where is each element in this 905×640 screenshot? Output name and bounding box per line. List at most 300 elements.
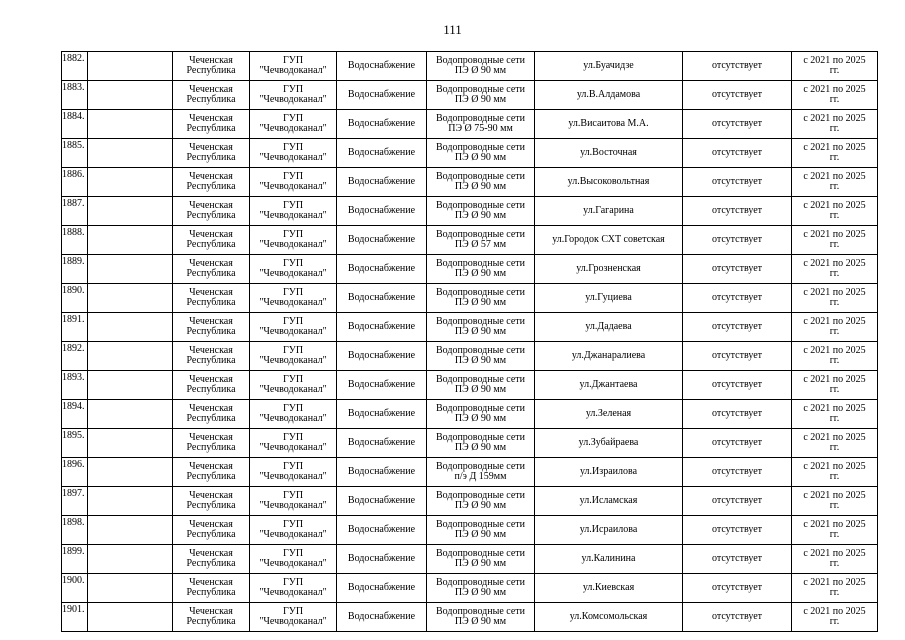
street-cell: ул.Восточная [535, 139, 683, 168]
status-cell: отсутствует [683, 429, 792, 458]
row-number: 1884. [62, 110, 88, 139]
region-cell [173, 516, 250, 545]
period-line: гг. [829, 384, 840, 395]
object-line: Водопроводные сети [435, 490, 525, 501]
region-cell [173, 313, 250, 342]
object-cell [427, 429, 535, 458]
period-cell [792, 168, 878, 197]
organization-cell [250, 342, 337, 371]
period-cell [792, 81, 878, 110]
region-line: Республика [186, 297, 236, 308]
period-line: с 2021 по 2025 [803, 142, 866, 153]
region-line: Республика [186, 355, 236, 366]
organization-cell [250, 516, 337, 545]
period-line: гг. [829, 558, 840, 569]
region-line: Чеченская [189, 548, 233, 559]
period-line: гг. [829, 152, 840, 163]
row-number: 1889. [62, 255, 88, 284]
object-line: ПЭ Ø 90 мм [454, 297, 507, 308]
object-line: Водопроводные сети [435, 200, 525, 211]
object-cell [427, 255, 535, 284]
period-line: гг. [829, 326, 840, 337]
table-row [62, 168, 878, 197]
object-line: Водопроводные сети [435, 55, 525, 66]
object-line: ПЭ Ø 90 мм [454, 355, 507, 366]
empty-cell [88, 52, 173, 81]
organization-line: ГУП [282, 461, 304, 472]
table-row [62, 574, 878, 603]
object-cell [427, 139, 535, 168]
period-cell [792, 255, 878, 284]
region-line: Республика [186, 500, 236, 511]
region-line: Чеченская [189, 287, 233, 298]
organization-line: "Чечводоканал" [259, 326, 327, 337]
period-cell [792, 400, 878, 429]
period-line: гг. [829, 500, 840, 511]
empty-cell [88, 487, 173, 516]
row-number: 1895. [62, 429, 88, 458]
row-number: 1899. [62, 545, 88, 574]
organization-line: "Чечводоканал" [259, 123, 327, 134]
period-line: с 2021 по 2025 [803, 287, 866, 298]
object-line: Водопроводные сети [435, 577, 525, 588]
object-line: ПЭ Ø 90 мм [454, 65, 507, 76]
organization-cell [250, 487, 337, 516]
table-row [62, 371, 878, 400]
organization-line: "Чечводоканал" [259, 268, 327, 279]
region-cell [173, 458, 250, 487]
table-row [62, 226, 878, 255]
organization-line: ГУП [282, 345, 304, 356]
object-line: ПЭ Ø 90 мм [454, 181, 507, 192]
row-number: 1886. [62, 168, 88, 197]
region-cell [173, 226, 250, 255]
street-cell: ул.Джантаева [535, 371, 683, 400]
status-cell: отсутствует [683, 516, 792, 545]
organization-line: "Чечводоканал" [259, 65, 327, 76]
street-cell: ул.Гагарина [535, 197, 683, 226]
row-number: 1894. [62, 400, 88, 429]
period-line: гг. [829, 94, 840, 105]
street-cell: ул.Буачидзе [535, 52, 683, 81]
organization-line: ГУП [282, 84, 304, 95]
status-cell: отсутствует [683, 400, 792, 429]
object-cell [427, 516, 535, 545]
period-cell [792, 545, 878, 574]
period-line: гг. [829, 616, 840, 627]
region-line: Чеченская [189, 374, 233, 385]
organization-line: "Чечводоканал" [259, 210, 327, 221]
street-cell: ул.Зубайраева [535, 429, 683, 458]
period-line: с 2021 по 2025 [803, 606, 866, 617]
organization-cell [250, 545, 337, 574]
object-cell [427, 371, 535, 400]
empty-cell [88, 574, 173, 603]
service-type-cell: Водоснабжение [337, 197, 427, 226]
organization-line: ГУП [282, 200, 304, 211]
region-line: Республика [186, 210, 236, 221]
row-number: 1898. [62, 516, 88, 545]
service-type-cell: Водоснабжение [337, 371, 427, 400]
row-number: 1893. [62, 371, 88, 400]
object-line: ПЭ Ø 90 мм [454, 558, 507, 569]
organization-line: "Чечводоканал" [259, 587, 327, 598]
object-line: ПЭ Ø 57 мм [454, 239, 507, 250]
period-line: гг. [829, 268, 840, 279]
region-cell [173, 342, 250, 371]
service-type-cell: Водоснабжение [337, 255, 427, 284]
organization-line: "Чечводоканал" [259, 529, 327, 540]
street-cell: ул.Джанаралиева [535, 342, 683, 371]
service-type-cell: Водоснабжение [337, 110, 427, 139]
organization-line: ГУП [282, 548, 304, 559]
service-type-cell: Водоснабжение [337, 429, 427, 458]
table-row [62, 52, 878, 81]
status-cell: отсутствует [683, 342, 792, 371]
empty-cell [88, 197, 173, 226]
organization-line: ГУП [282, 55, 304, 66]
status-cell: отсутствует [683, 603, 792, 632]
period-line: гг. [829, 123, 840, 134]
object-cell [427, 400, 535, 429]
empty-cell [88, 110, 173, 139]
object-cell [427, 168, 535, 197]
organization-line: "Чечводоканал" [259, 297, 327, 308]
organization-line: "Чечводоканал" [259, 94, 327, 105]
object-line: ПЭ Ø 90 мм [454, 413, 507, 424]
period-line: с 2021 по 2025 [803, 113, 866, 124]
organization-cell [250, 429, 337, 458]
object-line: ПЭ Ø 90 мм [454, 442, 507, 453]
region-line: Республика [186, 529, 236, 540]
region-line: Чеченская [189, 403, 233, 414]
period-cell [792, 197, 878, 226]
region-line: Чеченская [189, 142, 233, 153]
period-line: с 2021 по 2025 [803, 374, 866, 385]
region-cell [173, 545, 250, 574]
period-line: гг. [829, 442, 840, 453]
status-cell: отсутствует [683, 313, 792, 342]
object-cell [427, 81, 535, 110]
empty-cell [88, 255, 173, 284]
service-type-cell: Водоснабжение [337, 342, 427, 371]
organization-cell [250, 52, 337, 81]
object-cell [427, 284, 535, 313]
region-line: Чеченская [189, 229, 233, 240]
empty-cell [88, 313, 173, 342]
region-cell [173, 168, 250, 197]
period-cell [792, 574, 878, 603]
region-line: Республика [186, 326, 236, 337]
object-line: ПЭ Ø 90 мм [454, 616, 507, 627]
region-line: Республика [186, 65, 236, 76]
status-cell: отсутствует [683, 81, 792, 110]
object-line: Водопроводные сети [435, 142, 525, 153]
period-cell [792, 110, 878, 139]
object-line: ПЭ Ø 75-90 мм [448, 123, 513, 134]
service-type-cell: Водоснабжение [337, 226, 427, 255]
service-type-cell: Водоснабжение [337, 574, 427, 603]
object-line: Водопроводные сети [435, 606, 525, 617]
organization-line: "Чечводоканал" [259, 239, 327, 250]
status-cell: отсутствует [683, 574, 792, 603]
table-row [62, 342, 878, 371]
period-line: гг. [829, 529, 840, 540]
period-line: гг. [829, 413, 840, 424]
period-line: с 2021 по 2025 [803, 171, 866, 182]
street-cell: ул.В.Алдамова [535, 81, 683, 110]
street-cell: ул.Дадаева [535, 313, 683, 342]
object-line: Водопроводные сети [435, 432, 525, 443]
object-line: Водопроводные сети [435, 403, 525, 414]
period-line: гг. [829, 297, 840, 308]
region-line: Чеченская [189, 84, 233, 95]
region-line: Республика [186, 471, 236, 482]
period-line: с 2021 по 2025 [803, 403, 866, 414]
object-line: п/э Д 159мм [454, 471, 507, 482]
street-cell: ул.Грозненская [535, 255, 683, 284]
period-cell [792, 284, 878, 313]
organization-line: "Чечводоканал" [259, 152, 327, 163]
organization-line: "Чечводоканал" [259, 500, 327, 511]
object-cell [427, 313, 535, 342]
region-line: Республика [186, 268, 236, 279]
period-cell [792, 603, 878, 632]
period-line: с 2021 по 2025 [803, 229, 866, 240]
status-cell: отсутствует [683, 545, 792, 574]
object-cell [427, 226, 535, 255]
object-cell [427, 603, 535, 632]
empty-cell [88, 429, 173, 458]
region-line: Республика [186, 558, 236, 569]
period-cell [792, 139, 878, 168]
period-line: гг. [829, 471, 840, 482]
region-cell [173, 429, 250, 458]
region-line: Республика [186, 616, 236, 627]
region-line: Чеченская [189, 577, 233, 588]
service-type-cell: Водоснабжение [337, 458, 427, 487]
organization-line: ГУП [282, 113, 304, 124]
organization-cell [250, 139, 337, 168]
row-number: 1901. [62, 603, 88, 632]
organization-cell [250, 458, 337, 487]
object-cell [427, 487, 535, 516]
region-cell [173, 197, 250, 226]
object-cell [427, 197, 535, 226]
object-line: Водопроводные сети [435, 229, 525, 240]
service-type-cell: Водоснабжение [337, 81, 427, 110]
object-line: Водопроводные сети [435, 84, 525, 95]
object-line: ПЭ Ø 90 мм [454, 94, 507, 105]
row-number: 1887. [62, 197, 88, 226]
service-type-cell: Водоснабжение [337, 52, 427, 81]
service-type-cell: Водоснабжение [337, 284, 427, 313]
region-line: Чеченская [189, 345, 233, 356]
period-line: гг. [829, 355, 840, 366]
period-line: гг. [829, 587, 840, 598]
period-line: гг. [829, 65, 840, 76]
organization-line: ГУП [282, 374, 304, 385]
period-line: с 2021 по 2025 [803, 490, 866, 501]
region-line: Чеченская [189, 461, 233, 472]
row-number: 1888. [62, 226, 88, 255]
empty-cell [88, 226, 173, 255]
period-line: гг. [829, 239, 840, 250]
region-line: Чеченская [189, 171, 233, 182]
service-type-cell: Водоснабжение [337, 516, 427, 545]
period-line: с 2021 по 2025 [803, 345, 866, 356]
region-line: Чеченская [189, 113, 233, 124]
region-cell [173, 284, 250, 313]
organization-cell [250, 168, 337, 197]
period-line: с 2021 по 2025 [803, 548, 866, 559]
empty-cell [88, 516, 173, 545]
street-cell: ул.Киевская [535, 574, 683, 603]
region-cell [173, 255, 250, 284]
street-cell: ул.Городок СХТ советская [535, 226, 683, 255]
row-number: 1885. [62, 139, 88, 168]
status-cell: отсутствует [683, 487, 792, 516]
period-cell [792, 429, 878, 458]
region-line: Чеченская [189, 200, 233, 211]
table-row [62, 81, 878, 110]
region-cell [173, 139, 250, 168]
region-cell [173, 52, 250, 81]
organization-line: "Чечводоканал" [259, 471, 327, 482]
organization-line: ГУП [282, 316, 304, 327]
status-cell: отсутствует [683, 226, 792, 255]
region-line: Республика [186, 94, 236, 105]
object-line: ПЭ Ø 90 мм [454, 500, 507, 511]
region-line: Республика [186, 442, 236, 453]
service-type-cell: Водоснабжение [337, 487, 427, 516]
row-number: 1897. [62, 487, 88, 516]
object-line: ПЭ Ø 90 мм [454, 326, 507, 337]
row-number: 1891. [62, 313, 88, 342]
table-row [62, 110, 878, 139]
street-cell: ул.Исламская [535, 487, 683, 516]
object-line: ПЭ Ø 90 мм [454, 384, 507, 395]
row-number: 1900. [62, 574, 88, 603]
region-line: Чеченская [189, 606, 233, 617]
empty-cell [88, 603, 173, 632]
period-line: гг. [829, 181, 840, 192]
object-line: Водопроводные сети [435, 287, 525, 298]
object-line: Водопроводные сети [435, 316, 525, 327]
region-line: Республика [186, 413, 236, 424]
empty-cell [88, 139, 173, 168]
region-cell [173, 400, 250, 429]
empty-cell [88, 81, 173, 110]
region-line: Чеченская [189, 432, 233, 443]
region-line: Республика [186, 239, 236, 250]
region-line: Республика [186, 181, 236, 192]
region-line: Чеченская [189, 55, 233, 66]
organization-cell [250, 110, 337, 139]
organization-cell [250, 574, 337, 603]
object-line: Водопроводные сети [435, 548, 525, 559]
organization-cell [250, 284, 337, 313]
object-cell [427, 545, 535, 574]
status-cell: отсутствует [683, 197, 792, 226]
table-row [62, 139, 878, 168]
table-row [62, 429, 878, 458]
organization-line: ГУП [282, 258, 304, 269]
empty-cell [88, 400, 173, 429]
organization-line: "Чечводоканал" [259, 384, 327, 395]
object-line: ПЭ Ø 90 мм [454, 268, 507, 279]
region-line: Чеченская [189, 316, 233, 327]
region-cell [173, 371, 250, 400]
table-body [62, 52, 878, 632]
period-line: с 2021 по 2025 [803, 258, 866, 269]
period-line: с 2021 по 2025 [803, 519, 866, 530]
object-line: Водопроводные сети [435, 113, 525, 124]
street-cell: ул.Калинина [535, 545, 683, 574]
object-line: Водопроводные сети [435, 461, 525, 472]
registry-table [61, 51, 878, 632]
object-line: Водопроводные сети [435, 345, 525, 356]
table-row [62, 313, 878, 342]
table-row [62, 603, 878, 632]
object-cell [427, 458, 535, 487]
status-cell: отсутствует [683, 371, 792, 400]
organization-line: ГУП [282, 577, 304, 588]
status-cell: отсутствует [683, 52, 792, 81]
status-cell: отсутствует [683, 168, 792, 197]
empty-cell [88, 458, 173, 487]
period-line: с 2021 по 2025 [803, 55, 866, 66]
row-number: 1892. [62, 342, 88, 371]
period-line: с 2021 по 2025 [803, 84, 866, 95]
period-line: с 2021 по 2025 [803, 316, 866, 327]
object-line: Водопроводные сети [435, 258, 525, 269]
organization-line: "Чечводоканал" [259, 355, 327, 366]
organization-line: "Чечводоканал" [259, 181, 327, 192]
status-cell: отсутствует [683, 139, 792, 168]
organization-line: "Чечводоканал" [259, 413, 327, 424]
organization-line: ГУП [282, 606, 304, 617]
organization-cell [250, 226, 337, 255]
row-number: 1890. [62, 284, 88, 313]
empty-cell [88, 371, 173, 400]
street-cell: ул.Высоковольтная [535, 168, 683, 197]
object-line: ПЭ Ø 90 мм [454, 210, 507, 221]
object-line: Водопроводные сети [435, 171, 525, 182]
table-row [62, 516, 878, 545]
table-row [62, 400, 878, 429]
street-cell: ул.Висаитова М.А. [535, 110, 683, 139]
object-cell [427, 110, 535, 139]
region-line: Республика [186, 587, 236, 598]
status-cell: отсутствует [683, 255, 792, 284]
period-cell [792, 226, 878, 255]
object-cell [427, 342, 535, 371]
object-line: Водопроводные сети [435, 519, 525, 530]
row-number: 1882. [62, 52, 88, 81]
organization-cell [250, 255, 337, 284]
organization-line: ГУП [282, 519, 304, 530]
period-cell [792, 516, 878, 545]
organization-cell [250, 371, 337, 400]
status-cell: отсутствует [683, 458, 792, 487]
organization-line: ГУП [282, 432, 304, 443]
organization-cell [250, 400, 337, 429]
region-cell [173, 81, 250, 110]
period-cell [792, 313, 878, 342]
street-cell: ул.Гуциева [535, 284, 683, 313]
status-cell: отсутствует [683, 284, 792, 313]
